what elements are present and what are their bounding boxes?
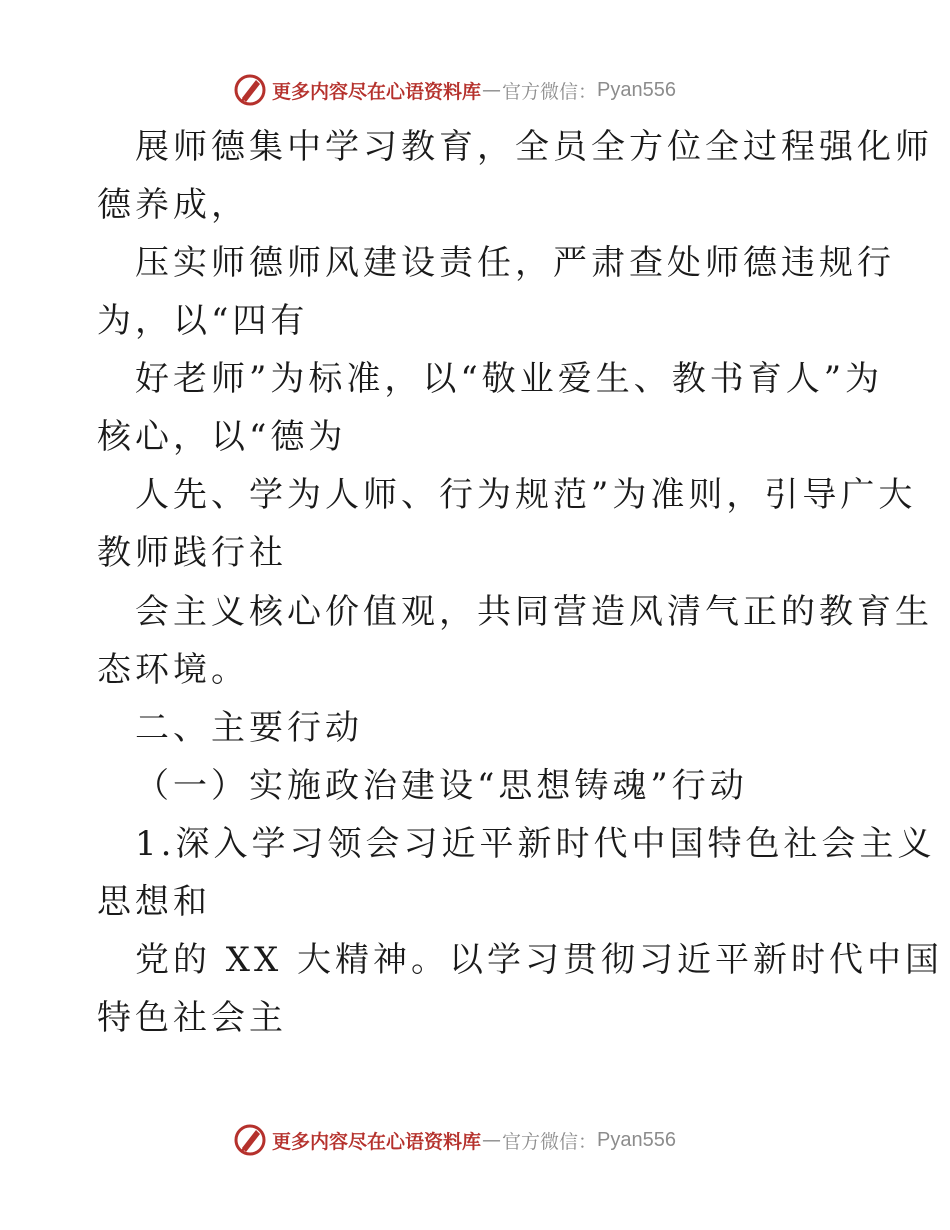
text-line: 压实师德师风建设责任，严肃查处师德违规行 <box>135 243 895 283</box>
text-line: 教师践行社 <box>97 533 287 573</box>
text-line: 1.深入学习领会习近平新时代中国特色社会主义 <box>135 824 936 864</box>
text-line: 态环境。 <box>97 650 249 690</box>
watermark-brand-text: 更多内容尽在心语资料库 <box>272 80 482 103</box>
watermark-account-id: Pyan556 <box>597 1128 676 1151</box>
text-line: 人先、学为人师、行为规范”为准则，引导广大 <box>135 475 917 515</box>
text-line: 德养成， <box>97 185 249 225</box>
subsection-heading: （一）实施政治建设“思想铸魂”行动 <box>135 766 748 806</box>
watermark-dash: — <box>482 1129 502 1151</box>
watermark-wechat-label: 官方微信： <box>502 80 598 103</box>
watermark-account-id: Pyan556 <box>597 78 676 101</box>
header-watermark <box>232 70 676 110</box>
footer-watermark <box>232 1120 676 1160</box>
text-line: 核心，以“德为 <box>97 417 347 457</box>
text-line: 思想和 <box>97 882 211 922</box>
text-line: 展师德集中学习教育，全员全方位全过程强化师 <box>135 127 933 167</box>
text-line: 特色社会主 <box>97 998 287 1038</box>
text-line: 党的 XX 大精神。以学习贯彻习近平新时代中国 <box>135 940 944 980</box>
pen-logo-icon <box>232 1122 268 1158</box>
section-heading: 二、主要行动 <box>135 708 363 748</box>
text-line: 会主义核心价值观，共同营造风清气正的教育生 <box>135 592 933 632</box>
text-line: 好老师”为标准，以“敬业爱生、教书育人”为 <box>135 359 884 399</box>
watermark-brand-text: 更多内容尽在心语资料库 <box>272 1130 482 1153</box>
text-line: 为，以“四有 <box>97 301 309 341</box>
watermark-dash: — <box>482 79 502 101</box>
watermark-wechat-label: 官方微信： <box>502 1130 598 1153</box>
pen-logo-icon <box>232 72 268 108</box>
